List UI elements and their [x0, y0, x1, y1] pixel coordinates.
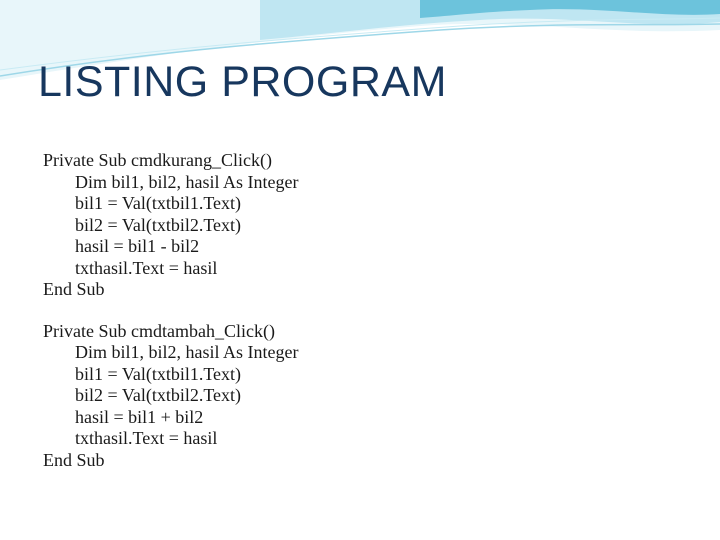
code-line: txthasil.Text = hasil: [75, 257, 218, 278]
code-line-sub-header: Private Sub cmdtambah_Click(): [43, 320, 275, 341]
code-line: txthasil.Text = hasil: [75, 428, 218, 448]
code-line-sub-header: Private Sub cmdkurang_Click(): [43, 150, 272, 170]
code-listing: [43, 150, 683, 491]
code-line: Dim bil1, bil2, hasil As Integer: [75, 171, 299, 192]
slide-title: LISTING PROGRAM: [38, 58, 447, 106]
code-line-end-sub: End Sub: [43, 449, 105, 470]
code-line: hasil = bil1 + bil2: [75, 406, 204, 427]
code-line-end-sub: End Sub: [43, 279, 105, 299]
code-line: bil2 = Val(txtbil2.Text): [75, 214, 242, 235]
code-line: bil2 = Val(txtbil2.Text): [75, 385, 242, 405]
code-block-kurang: [43, 150, 683, 301]
code-line: bil1 = Val(txtbil1.Text): [75, 193, 242, 213]
code-line: Dim bil1, bil2, hasil As Integer: [75, 342, 299, 362]
code-block-tambah: [43, 321, 683, 472]
code-line: hasil = bil1 - bil2: [75, 236, 200, 256]
code-line: bil1 = Val(txtbil1.Text): [75, 363, 242, 384]
